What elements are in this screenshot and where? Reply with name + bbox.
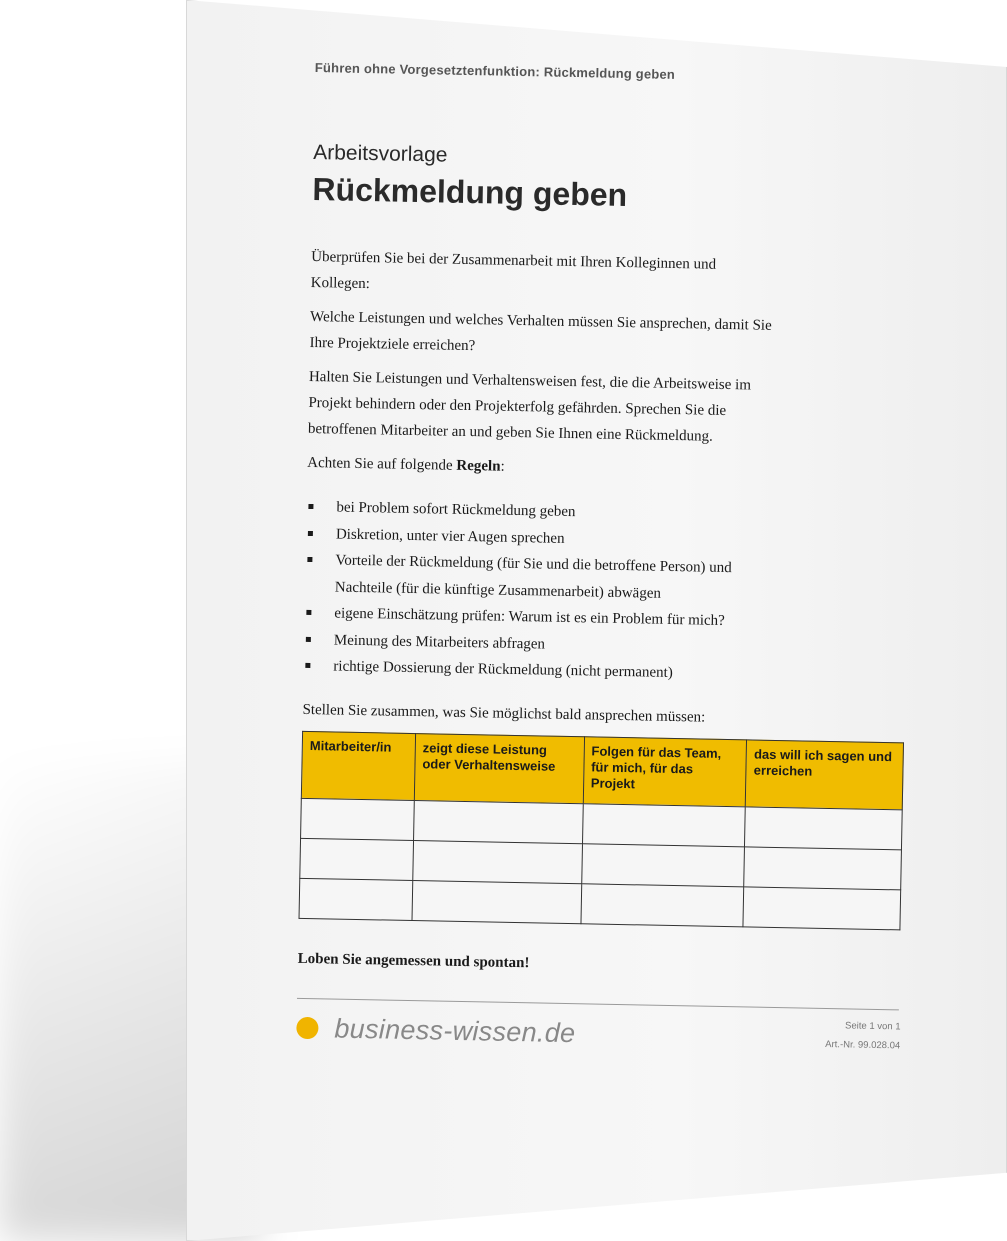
column-header-goal: das will ich sagen und erreichen [746, 739, 904, 809]
table-intro: Stellen Sie zusammen, was Sie möglichst bald ansprechen müssen: [302, 701, 706, 726]
paragraph-intro: Überprüfen Sie bei der Zusammenarbeit mit Ihren Kolleginnen und Kollegen: [310, 248, 717, 293]
paragraph-rules-lead [307, 450, 772, 485]
column-header-employee: Mitarbeiter/in [301, 731, 415, 800]
document-title: Rückmeldung geben [312, 170, 628, 214]
rule-item: Diskretion, unter vier Augen sprechen [306, 520, 766, 555]
column-header-consequences: Folgen für das Team, für mich, für das Projekt [583, 736, 747, 806]
rule-item: bei Problem sofort Rückmeldung geben [306, 494, 766, 529]
running-header: Führen ohne Vorgesetztenfunktion: Rückmeldung geben [314, 60, 676, 82]
table-cell[interactable] [301, 798, 415, 840]
rules-list [303, 494, 766, 688]
page-number: Seite 1 von 1 [844, 1019, 901, 1032]
paragraph-question: Welche Leistungen und welches Verhalten müssen Sie ansprechen, damit Sie Ihre Projektziele erreichen? [309, 308, 772, 355]
rules-lead-colon: : [500, 458, 505, 475]
column-header-behavior: zeigt diese Leistung oder Verhaltensweise [414, 733, 584, 803]
table-cell[interactable] [743, 886, 900, 929]
feedback-table [299, 730, 904, 930]
closing-statement: Loben Sie angemessen und spontan! [297, 950, 530, 971]
table-cell[interactable] [745, 806, 902, 849]
table-cell[interactable] [299, 878, 413, 920]
brand-dot-icon [296, 1017, 318, 1039]
rule-item: eigene Einschätzung prüfen: Warum ist es ein Problem für mich? [304, 600, 764, 635]
page-content [296, 60, 925, 1055]
rule-item: Meinung des Mitarbeiters abfragen [304, 626, 764, 661]
table-cell[interactable] [582, 803, 745, 846]
table-cell[interactable] [413, 840, 583, 883]
rule-item: Vorteile der Rückmeldung (für Sie und die betroffene Person) und Nachteile (für die künftige Zusammenarbeit) abwägen [305, 547, 766, 609]
article-number: Art.-Nr. 99.028.04 [825, 1038, 901, 1051]
footer-divider [297, 997, 899, 1010]
table-cell[interactable] [744, 846, 901, 889]
table-cell[interactable] [412, 880, 582, 923]
document-type: Arbeitsvorlage [313, 140, 448, 167]
table-cell[interactable] [581, 843, 744, 886]
table-cell[interactable] [300, 838, 414, 880]
rules-lead-bold: Regeln [456, 457, 501, 475]
brand-name: business-wissen.de [334, 1013, 576, 1048]
footer-meta [825, 1015, 901, 1054]
rules-lead-text: Achten Sie auf folgende [307, 454, 457, 474]
table-header-row [301, 731, 903, 810]
table-cell[interactable] [581, 883, 744, 926]
table-cell[interactable] [413, 800, 583, 843]
paragraph-instructions: Halten Sie Leistungen und Verhaltensweisen fest, die die Arbeitsweise im Projekt behindern oder den Projekterfolg gefährden. Sprechen Sie die betroffenen Mitarbeiter an und geben Sie Ihnen eine Rückmeldung. [307, 368, 752, 445]
rule-item: richtige Dossierung der Rückmeldung (nicht permanent) [303, 653, 763, 688]
